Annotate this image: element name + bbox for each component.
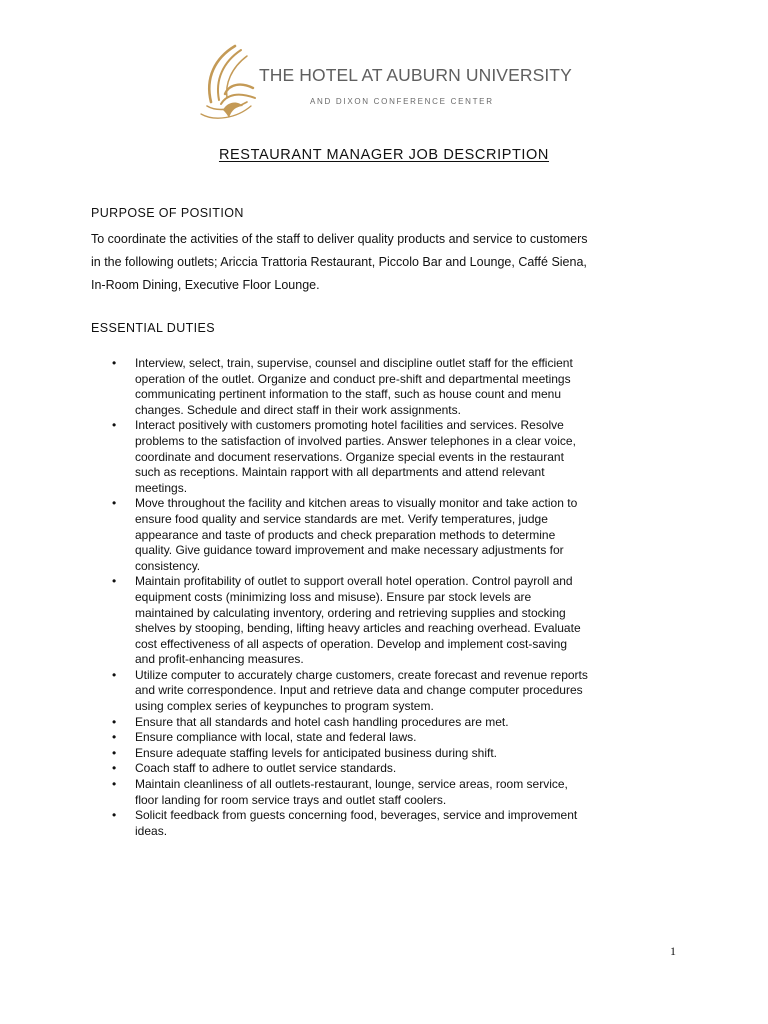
duty-item (0, 356, 690, 418)
duty-line: quality. Give guidance toward improvement and make necessary adjustments for (135, 543, 564, 558)
duty-item (0, 777, 690, 808)
bullet-icon: • (112, 667, 117, 682)
duty-line: meetings. (135, 480, 188, 495)
duty-line: maintained by calculating inventory, ordering and retrieving supplies and stocking (135, 605, 566, 620)
duty-line: Maintain cleanliness of all outlets-restaurant, lounge, service areas, room service, (135, 777, 568, 792)
duty-line: appearance and taste of products and check preparation methods to determine (135, 527, 556, 542)
duty-line: cost effectiveness of all aspects of operation. Develop and implement cost-saving (135, 636, 568, 651)
duty-line: communicating pertinent information to the staff, such as house count and menu (135, 387, 562, 402)
duty-line: Ensure adequate staffing levels for anticipated business during shift. (135, 745, 498, 760)
hotel-name: THE HOTEL AT AUBURN UNIVERSITY (259, 65, 572, 85)
document-title: RESTAURANT MANAGER JOB DESCRIPTION (218, 147, 550, 163)
bullet-icon: • (112, 777, 117, 792)
document-title-row (0, 147, 768, 163)
bullet-icon: • (112, 808, 117, 823)
duty-line: Interact positively with customers promoting hotel facilities and services. Resolve (135, 418, 564, 433)
purpose-line: In-Room Dining, Executive Floor Lounge. (91, 278, 320, 292)
duty-line: Move throughout the facility and kitchen areas to visually monitor and take action to (135, 496, 578, 511)
hotel-subtitle: AND DIXON CONFERENCE CENTER (310, 97, 494, 106)
duty-item (0, 746, 690, 762)
duty-item (0, 496, 690, 574)
hotel-logo (195, 44, 585, 124)
duty-line: consistency. (135, 558, 201, 573)
duty-line: Ensure compliance with local, state and federal laws. (135, 730, 417, 745)
duty-line: shelves by stooping, bending, lifting heavy articles and reaching overhead. Evaluate (135, 621, 581, 636)
duty-line: ensure food quality and service standards are met. Verify temperatures, judge (135, 511, 548, 526)
duties-list (0, 356, 690, 839)
duties-heading: ESSENTIAL DUTIES (91, 321, 216, 335)
duty-line: and profit-enhancing measures. (135, 652, 304, 667)
duty-item (0, 715, 690, 731)
hotel-logo-mark-icon (195, 44, 257, 124)
duty-line: Ensure that all standards and hotel cash handling procedures are met. (135, 714, 509, 729)
duty-line: and write correspondence. Input and retrieve data and change computer procedures (135, 683, 583, 698)
bullet-icon: • (112, 714, 117, 729)
duty-line: such as receptions. Maintain rapport with all departments and attend relevant (135, 465, 545, 480)
purpose-heading: PURPOSE OF POSITION (91, 206, 244, 220)
purpose-line: To coordinate the activities of the staff to deliver quality products and service to customers (91, 232, 588, 246)
duty-item (0, 574, 690, 668)
duty-line: problems to the satisfaction of involved parties. Answer telephones in a clear voice, (135, 433, 576, 448)
purpose-line: in the following outlets; Ariccia Trattoria Restaurant, Piccolo Bar and Lounge, Caffé Siena, (91, 255, 587, 269)
bullet-icon: • (112, 745, 117, 760)
duty-line: ideas. (135, 823, 168, 838)
purpose-paragraph (91, 228, 691, 297)
duty-line: Interview, select, train, supervise, counsel and discipline outlet staff for the efficient (135, 356, 573, 370)
bullet-icon: • (112, 356, 117, 370)
duty-line: floor landing for room service trays and outlet staff coolers. (135, 792, 447, 807)
duty-item (0, 808, 690, 839)
duty-line: using complex series of keypunches to program system. (135, 699, 434, 714)
duty-line: Maintain profitability of outlet to support overall hotel operation. Control payroll and (135, 574, 573, 589)
bullet-icon: • (112, 730, 117, 745)
bullet-icon: • (112, 418, 117, 433)
duty-item (0, 761, 690, 777)
duty-item (0, 418, 690, 496)
bullet-icon: • (112, 496, 117, 511)
duty-line: Solicit feedback from guests concerning food, beverages, service and improvement (135, 808, 578, 823)
bullet-icon: • (112, 761, 117, 776)
duty-line: coordinate and document reservations. Organize special events in the restaurant (135, 449, 564, 464)
duty-line: changes. Schedule and direct staff in their work assignments. (135, 402, 461, 417)
duty-line: Coach staff to adhere to outlet service standards. (135, 761, 397, 776)
duty-item (0, 668, 690, 715)
duty-item (0, 730, 690, 746)
duty-line: operation of the outlet. Organize and conduct pre-shift and departmental meetings (135, 371, 571, 386)
duty-line: Utilize computer to accurately charge customers, create forecast and revenue reports (135, 667, 588, 682)
duty-line: equipment costs (minimizing loss and misuse). Ensure par stock levels are (135, 589, 532, 604)
page-number: 1 (670, 944, 676, 958)
bullet-icon: • (112, 574, 117, 589)
